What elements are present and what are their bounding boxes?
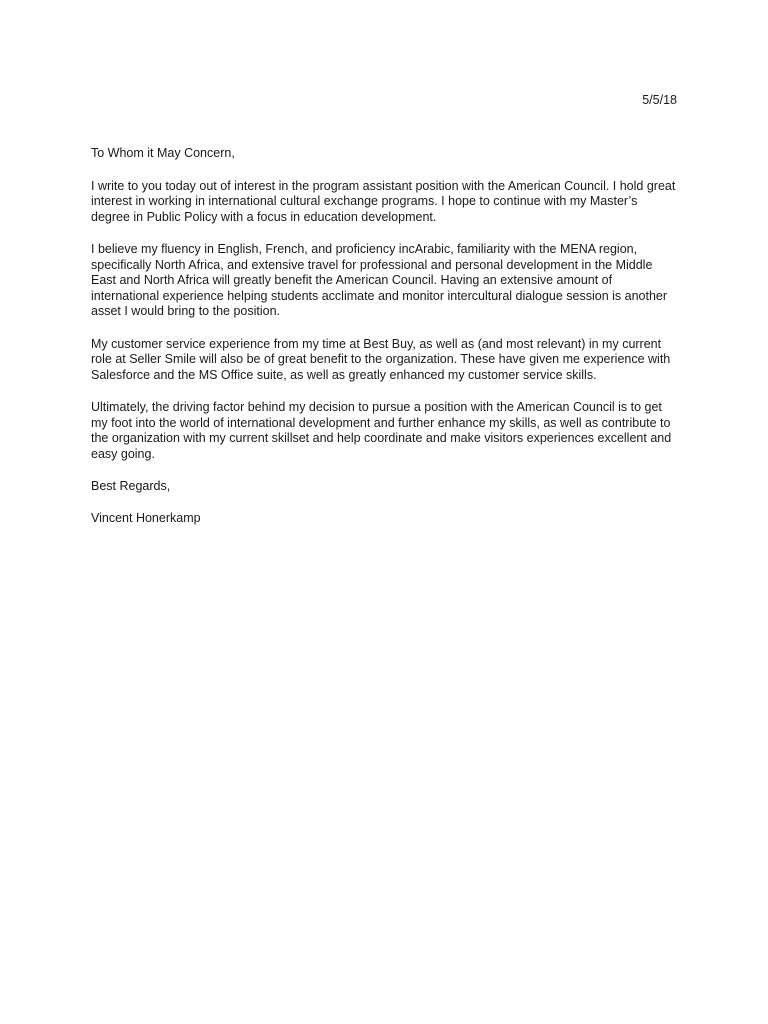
letter-date: 5/5/18 [642, 93, 677, 107]
paragraph-line: East and North Africa will greatly benefit the American Council. Having an extensive amount of [91, 273, 613, 287]
paragraph-line: I write to you today out of interest in the program assistant position with the American Council. I hold great [91, 178, 676, 193]
paragraph-line: My customer service experience from my time at Best Buy, as well as (and most relevant) in my current [91, 336, 662, 351]
paragraph-interest [91, 179, 691, 226]
paragraph-line: the organization with my current skillset and help coordinate and make visitors experiences excellent and [91, 431, 672, 445]
paragraph-line: interest in working in international cultural exchange programs. I hope to continue with my Master’s [91, 194, 638, 208]
paragraph-line: my foot into the world of international development and further enhance my skills, as well as contribute to [91, 415, 671, 430]
paragraph-languages [91, 242, 691, 320]
paragraph-line: specifically North Africa, and extensive travel for professional and personal development in the Middle [91, 257, 653, 272]
paragraph-line: degree in Public Policy with a focus in education development. [91, 209, 437, 224]
paragraph-line: easy going. [91, 446, 155, 461]
letter-body [91, 146, 691, 526]
paragraph-line: I believe my fluency in English, French, and proficiency incArabic, familiarity with the MENA region, [91, 242, 638, 256]
closing: Best Regards, [91, 479, 171, 493]
paragraph-line: Ultimately, the driving factor behind my decision to pursue a position with the American Council is to get [91, 400, 662, 414]
paragraph-customer-service [91, 337, 691, 384]
salutation: To Whom it May Concern, [91, 146, 235, 160]
paragraph-line: Salesforce and the MS Office suite, as well as greatly enhanced my customer service skills. [91, 367, 597, 382]
signature: Vincent Honerkamp [91, 510, 201, 525]
paragraph-motivation [91, 400, 691, 462]
paragraph-line: international experience helping students acclimate and monitor intercultural dialogue session is another [91, 288, 668, 303]
paragraph-line: role at Seller Smile will also be of great benefit to the organization. These have given me experience with [91, 352, 671, 366]
paragraph-line: asset I would bring to the position. [91, 304, 281, 318]
